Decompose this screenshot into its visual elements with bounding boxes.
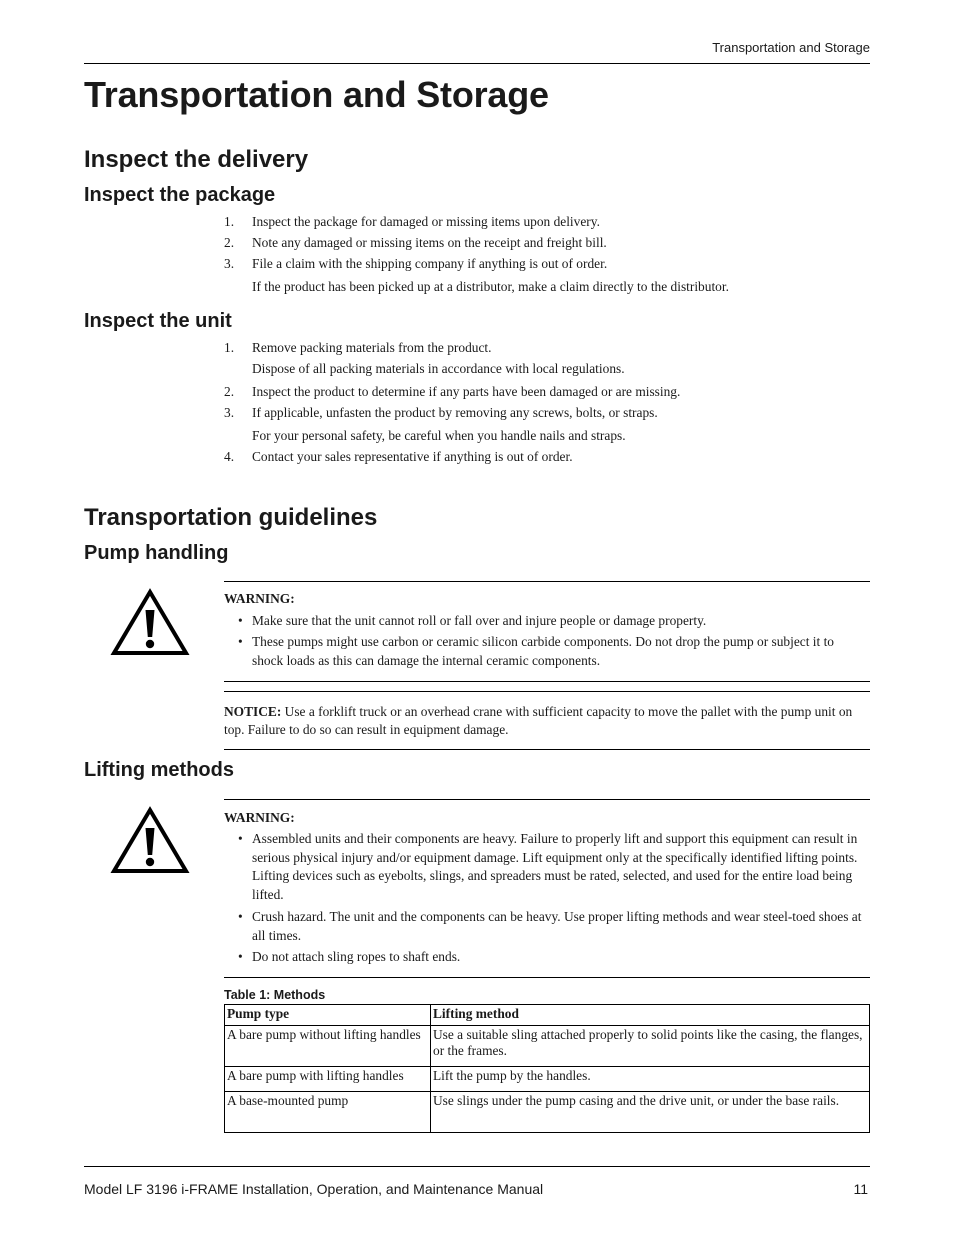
step-note-text: For your personal safety, be careful when you handle nails and straps. [252, 428, 626, 443]
warning-triangle-icon [110, 806, 190, 874]
warning-label: WARNING: [224, 810, 295, 825]
warning-top-rule [224, 799, 870, 800]
step-number: 3. [224, 405, 235, 420]
notice-text: Use a forklift truck or an overhead crane with sufficient capacity to move the pallet with the pump unit on top. Failure to do so can result in equipment damage. [224, 704, 853, 737]
step-number: 4. [224, 449, 235, 464]
footer-rule [84, 1166, 870, 1167]
step-note-text: Dispose of all packing materials in accordance with local regulations. [252, 361, 625, 376]
table-cell: A base-mounted pump [225, 1092, 431, 1133]
notice-top-rule [224, 691, 870, 692]
subsection-heading-inspect-package: Inspect the package [84, 184, 276, 206]
table-header-cell: Lifting method [431, 1005, 870, 1026]
notice-bottom-rule [224, 749, 870, 750]
section-heading-transportation: Transportation guidelines [84, 504, 378, 531]
bullet: • [238, 634, 243, 649]
header-rule [84, 63, 870, 64]
warning-text: Assembled units and their components are heavy. Failure to properly lift and support this equipment can result in serious physical injury and/or equipment damage. Lift equipment only at the specifically identified lifting points. Lifting devices such as eyebolts, slings, and spreaders must be rated, selected, and used for the entire load being lifted. [252, 831, 858, 903]
warning-text: These pumps might use carbon or ceramic silicon carbide components. Do not drop the pump or subject it to shock loads as this can damage the internal ceramic components. [252, 634, 834, 668]
step-text: Inspect the product to determine if any parts have been damaged or are missing. [252, 384, 681, 399]
table-row [225, 1067, 870, 1092]
warning-bottom-rule [224, 977, 870, 978]
page-number: 11 [853, 1181, 868, 1197]
warning-bottom-rule [224, 681, 870, 682]
section-heading-inspect-delivery: Inspect the delivery [84, 146, 309, 173]
footer-manual-title: Model LF 3196 i-FRAME Installation, Operation, and Maintenance Manual [84, 1181, 544, 1197]
table-header-cell: Pump type [225, 1005, 431, 1026]
bullet: • [238, 831, 243, 846]
step-text: Contact your sales representative if anything is out of order. [252, 449, 573, 464]
page-title: Transportation and Storage [84, 74, 549, 115]
step-number: 3. [224, 256, 235, 271]
warning-text: Make sure that the unit cannot roll or fall over and injure people or damage property. [252, 613, 707, 628]
subsection-heading-lifting-methods: Lifting methods [84, 759, 234, 781]
bullet: • [238, 613, 243, 628]
running-head: Transportation and Storage [712, 40, 870, 55]
table-cell: Use slings under the pump casing and the drive unit, or under the base rails. [431, 1092, 870, 1133]
table-row [225, 1092, 870, 1133]
table-cell: A bare pump with lifting handles [225, 1067, 431, 1092]
table-caption: Table 1: Methods [224, 988, 326, 1002]
step-text: Remove packing materials from the product. [252, 340, 492, 355]
step-text: If applicable, unfasten the product by removing any screws, bolts, or straps. [252, 405, 658, 420]
bullet: • [238, 949, 243, 964]
warning-text: Do not attach sling ropes to shaft ends. [252, 949, 461, 964]
warning-triangle-icon [110, 588, 190, 656]
warning-top-rule [224, 581, 870, 582]
bullet: • [238, 909, 243, 924]
table-cell: Lift the pump by the handles. [431, 1067, 870, 1092]
step-number: 1. [224, 214, 235, 229]
step-number: 2. [224, 384, 235, 399]
warning-label: WARNING: [224, 591, 295, 606]
notice-label: NOTICE: [224, 704, 282, 719]
subsection-heading-inspect-unit: Inspect the unit [84, 310, 232, 332]
warning-text: Crush hazard. The unit and the components can be heavy. Use proper lifting methods and wear steel-toed shoes at all times. [252, 909, 862, 943]
step-text: Inspect the package for damaged or missing items upon delivery. [252, 214, 600, 229]
step-text: File a claim with the shipping company if anything is out of order. [252, 256, 608, 271]
methods-table [224, 1004, 870, 1133]
step-text: Note any damaged or missing items on the receipt and freight bill. [252, 235, 607, 250]
table-row [225, 1026, 870, 1067]
notice-block [224, 703, 864, 739]
subsection-heading-pump-handling: Pump handling [84, 542, 229, 564]
table-header-row [225, 1005, 870, 1026]
step-number: 1. [224, 340, 235, 355]
step-note-text: If the product has been picked up at a distributor, make a claim directly to the distributor. [252, 279, 729, 294]
step-number: 2. [224, 235, 235, 250]
table-cell: Use a suitable sling attached properly to solid points like the casing, the flanges, or the frames. [431, 1026, 870, 1067]
table-cell: A bare pump without lifting handles [225, 1026, 431, 1067]
